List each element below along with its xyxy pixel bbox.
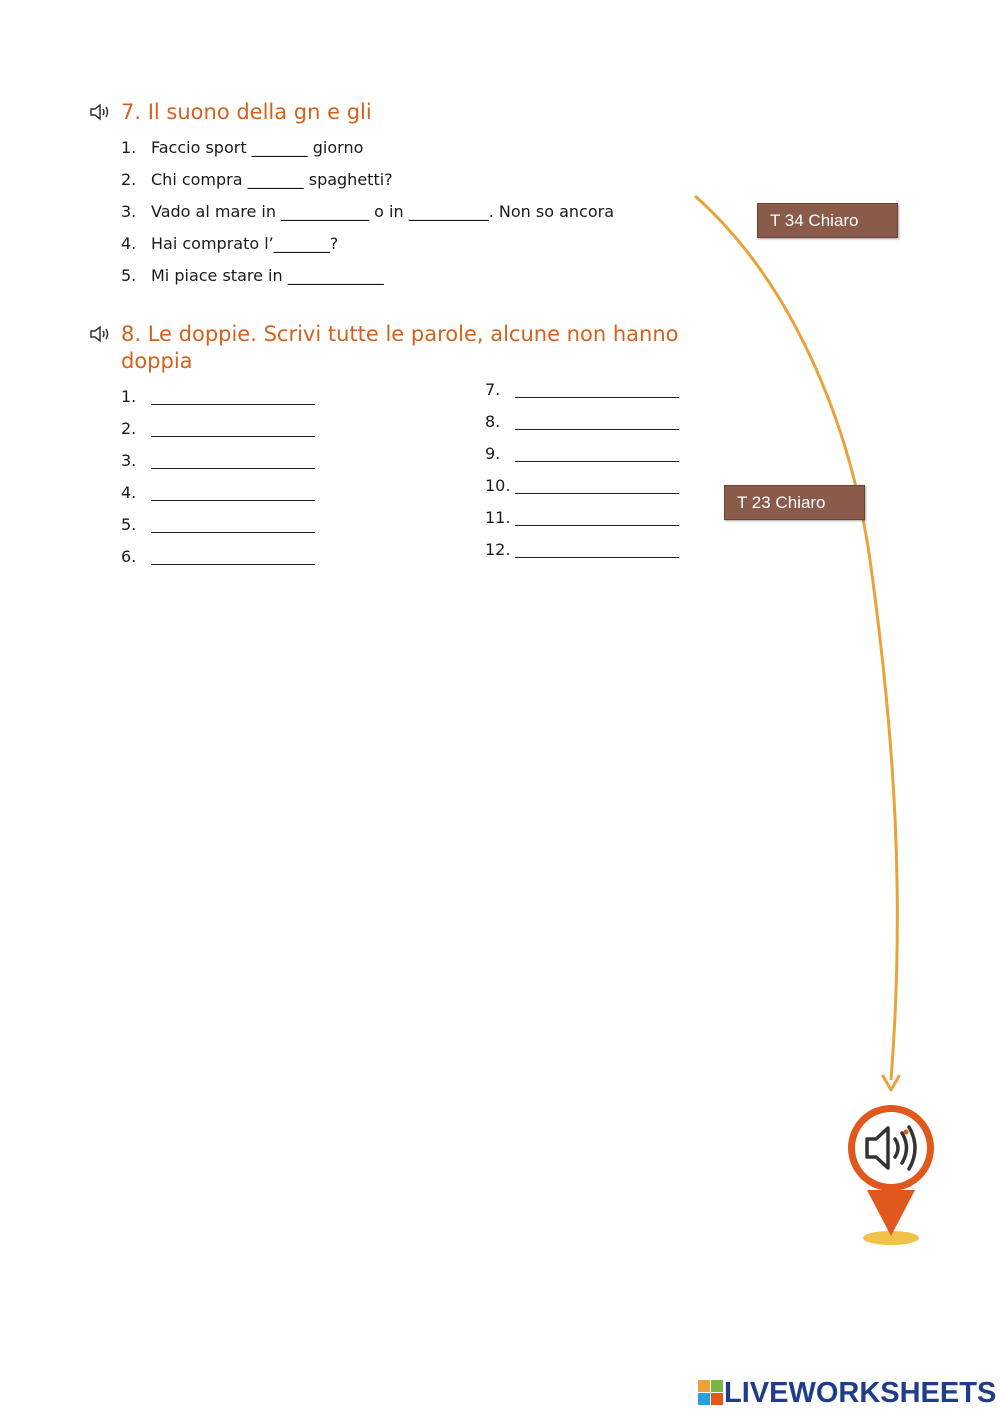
item-number: 7. — [485, 380, 501, 399]
section-8-title: 8. Le doppie. Scrivi tutte le parole, alcune non hanno — [121, 322, 679, 346]
item-number: 12. — [485, 540, 511, 559]
list-item: 3. Vado al mare in ___________ o in __________. Non so ancora — [121, 202, 615, 221]
audio-pin-icon[interactable] — [845, 1102, 939, 1248]
item-number: 1. — [121, 387, 137, 406]
liveworksheets-logo — [698, 1376, 996, 1410]
item-number: 10. — [485, 476, 511, 495]
item-number: 9. — [485, 444, 501, 463]
list-item: 4. Hai comprato l’_______? — [121, 234, 339, 253]
audio-box-t34[interactable]: T 34 Chiaro — [757, 203, 898, 238]
item-number: 5. — [121, 515, 137, 534]
audio-box-t23[interactable]: T 23 Chiaro — [724, 485, 865, 520]
logo-icon — [698, 1380, 724, 1406]
item-number: 2. — [121, 419, 137, 438]
item-number: 6. — [121, 547, 137, 566]
section-7-title: 7. Il suono della gn e gli — [121, 100, 372, 124]
item-number: 3. — [121, 451, 137, 470]
logo-text: LIVEWORKSHEETS — [724, 1376, 997, 1409]
item-number: 8. — [485, 412, 501, 431]
list-item: 5. Mi piace stare in ____________ — [121, 266, 384, 285]
item-number: 11. — [485, 508, 511, 527]
item-number: 4. — [121, 483, 137, 502]
list-item: 1. Faccio sport _______ giorno — [121, 138, 364, 157]
list-item: 2. Chi compra _______ spaghetti? — [121, 170, 393, 189]
section-8-title-cont: doppia — [121, 349, 193, 373]
